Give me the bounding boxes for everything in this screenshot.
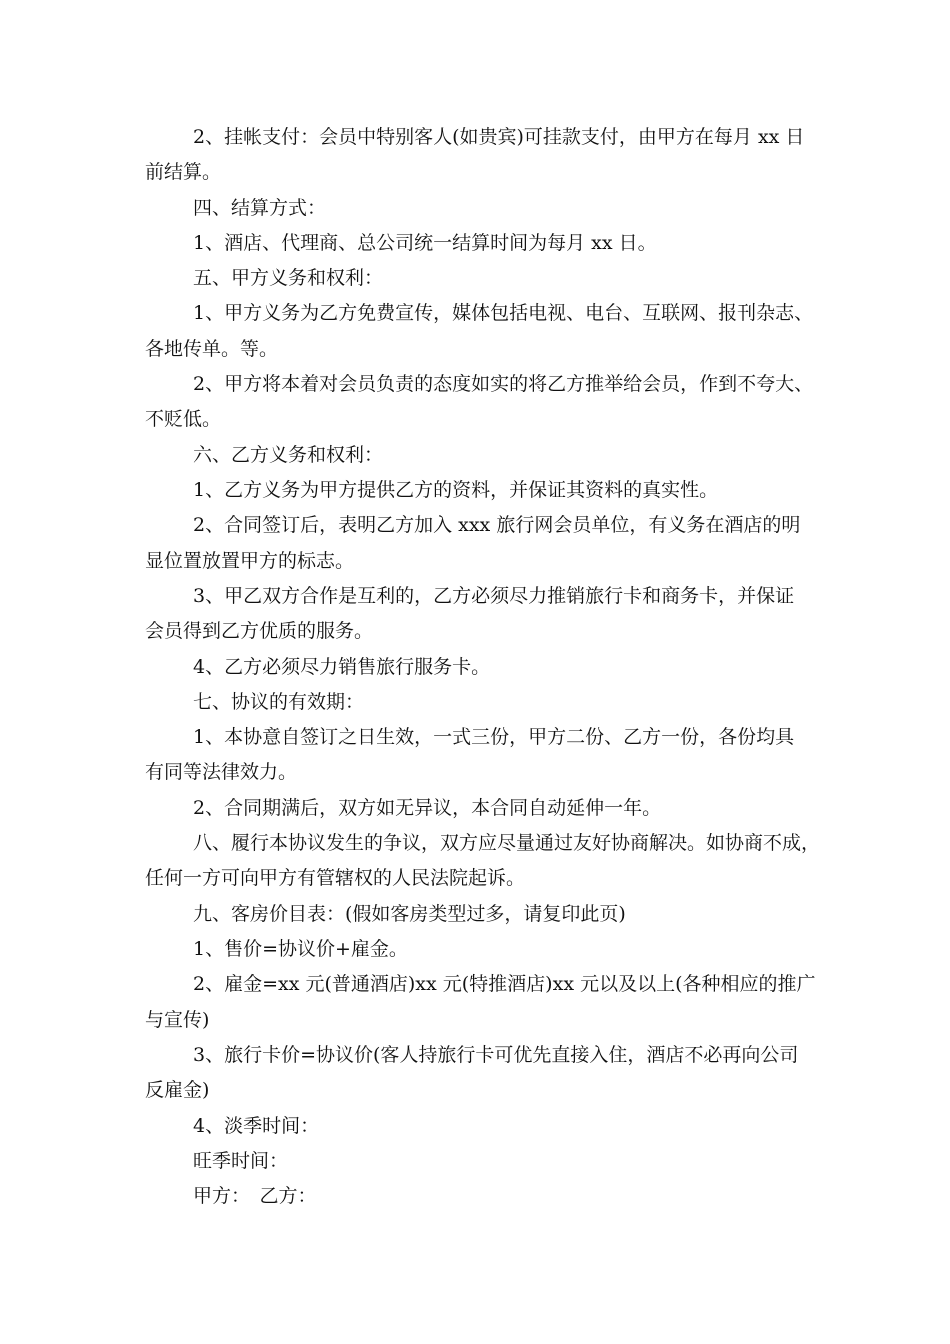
text-line: 2、合同期满后，双方如无异议，本合同自动延伸一年。	[193, 797, 662, 819]
text-line: 有同等法律效力。	[145, 761, 298, 783]
section-heading: 五、甲方义务和权利：	[193, 267, 384, 289]
signature-line: 甲方： 乙方：	[193, 1185, 317, 1207]
text-line: 3、旅行卡价=协议价(客人持旅行卡可优先直接入住，酒店不必再向公司	[193, 1044, 799, 1066]
text-line: 2、挂帐支付：会员中特别客人(如贵宾)可挂款支付，由甲方在每月 xx 日	[193, 126, 805, 148]
text-line: 1、乙方义务为甲方提供乙方的资料，并保证其资料的真实性。	[193, 479, 719, 501]
text-line: 旺季时间：	[193, 1150, 289, 1172]
text-line: 4、淡季时间：	[193, 1115, 320, 1137]
text-line: 1、本协意自签订之日生效，一式三份，甲方二份、乙方一份，各份均具	[193, 726, 795, 748]
text-line: 2、甲方将本着对会员负责的态度如实的将乙方推举给会员，作到不夸大、	[193, 373, 814, 395]
text-line: 1、酒店、代理商、总公司统一结算时间为每月 xx 日。	[193, 232, 657, 254]
section-heading: 九、客房价目表：(假如客房类型过多，请复印此页)	[193, 903, 626, 925]
text-line: 4、乙方必须尽力销售旅行服务卡。	[193, 656, 491, 678]
text-line: 1、售价=协议价+雇金。	[193, 938, 408, 960]
text-line: 任何一方可向甲方有管辖权的人民法院起诉。	[145, 867, 526, 889]
text-line: 1、甲方义务为乙方免费宣传，媒体包括电视、电台、互联网、报刊杂志、	[193, 302, 814, 324]
text-line: 与宣传)	[145, 1009, 210, 1031]
section-heading: 六、乙方义务和权利：	[193, 444, 384, 466]
text-line: 会员得到乙方优质的服务。	[145, 620, 374, 642]
section-heading: 七、协议的有效期：	[193, 691, 365, 713]
text-line: 显位置放置甲方的标志。	[145, 550, 355, 572]
text-line: 3、甲乙双方合作是互利的，乙方必须尽力推销旅行卡和商务卡，并保证	[193, 585, 795, 607]
text-line: 反雇金)	[145, 1079, 210, 1101]
text-line: 2、合同签订后，表明乙方加入 xxx 旅行网会员单位，有义务在酒店的明	[193, 514, 801, 536]
text-line: 不贬低。	[145, 408, 222, 430]
section-heading: 八、履行本协议发生的争议，双方应尽量通过友好协商解决。如协商不成，	[193, 832, 821, 854]
section-heading: 四、结算方式：	[193, 197, 327, 219]
text-line: 前结算。	[145, 161, 222, 183]
text-line: 各地传单。等。	[145, 338, 279, 360]
text-line: 2、雇金=xx 元(普通酒店)xx 元(特推酒店)xx 元以及以上(各种相应的推广	[193, 973, 816, 995]
